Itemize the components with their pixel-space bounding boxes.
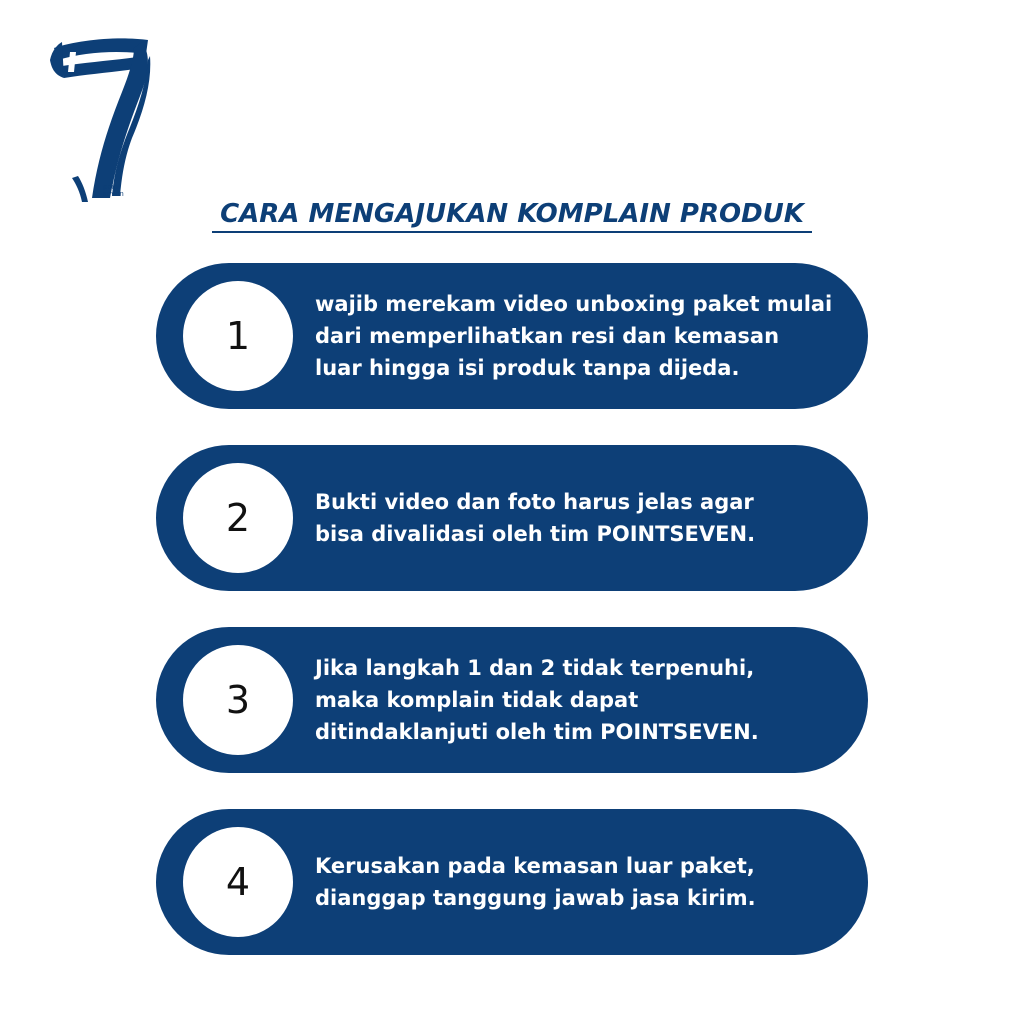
step-1-line-2: dari memperlihatkan resi dan kemasan <box>315 324 780 348</box>
step-text-3 <box>315 627 844 773</box>
step-card-2 <box>156 445 868 591</box>
step-4-line-2: dianggap tanggung jawab jasa kirim. <box>315 886 756 910</box>
step-3-line-1: Jika langkah 1 dan 2 tidak terpenuhi, <box>315 656 755 680</box>
logo-text-point: point <box>103 184 121 191</box>
step-3-line-3: ditindaklanjuti oleh tim POINTSEVEN. <box>315 720 759 744</box>
brand-logo <box>48 26 158 206</box>
page-title-text: CARA MENGAJUKAN KOMPLAIN PRODUK <box>212 198 812 233</box>
step-number-2: 2 <box>183 463 293 573</box>
logo-text-seven: seven <box>103 191 125 198</box>
step-number-3: 3 <box>183 645 293 755</box>
step-card-4 <box>156 809 868 955</box>
step-3-line-2: maka komplain tidak dapat <box>315 688 639 712</box>
seven-brush-logo-icon <box>48 26 158 206</box>
step-card-3 <box>156 627 868 773</box>
step-text-4 <box>315 809 844 955</box>
step-2-line-2: bisa divalidasi oleh tim POINTSEVEN. <box>315 522 756 546</box>
step-number-4: 4 <box>183 827 293 937</box>
step-1-line-3: luar hingga isi produk tanpa dijeda. <box>315 356 740 380</box>
page-title <box>0 192 1024 233</box>
step-text-1 <box>315 263 844 409</box>
step-4-line-1: Kerusakan pada kemasan luar paket, <box>315 854 755 878</box>
step-card-1 <box>156 263 868 409</box>
step-text-2 <box>315 445 844 591</box>
step-number-1: 1 <box>183 281 293 391</box>
step-1-line-1: wajib merekam video unboxing paket mulai <box>315 292 833 316</box>
step-2-line-1: Bukti video dan foto harus jelas agar <box>315 490 754 514</box>
